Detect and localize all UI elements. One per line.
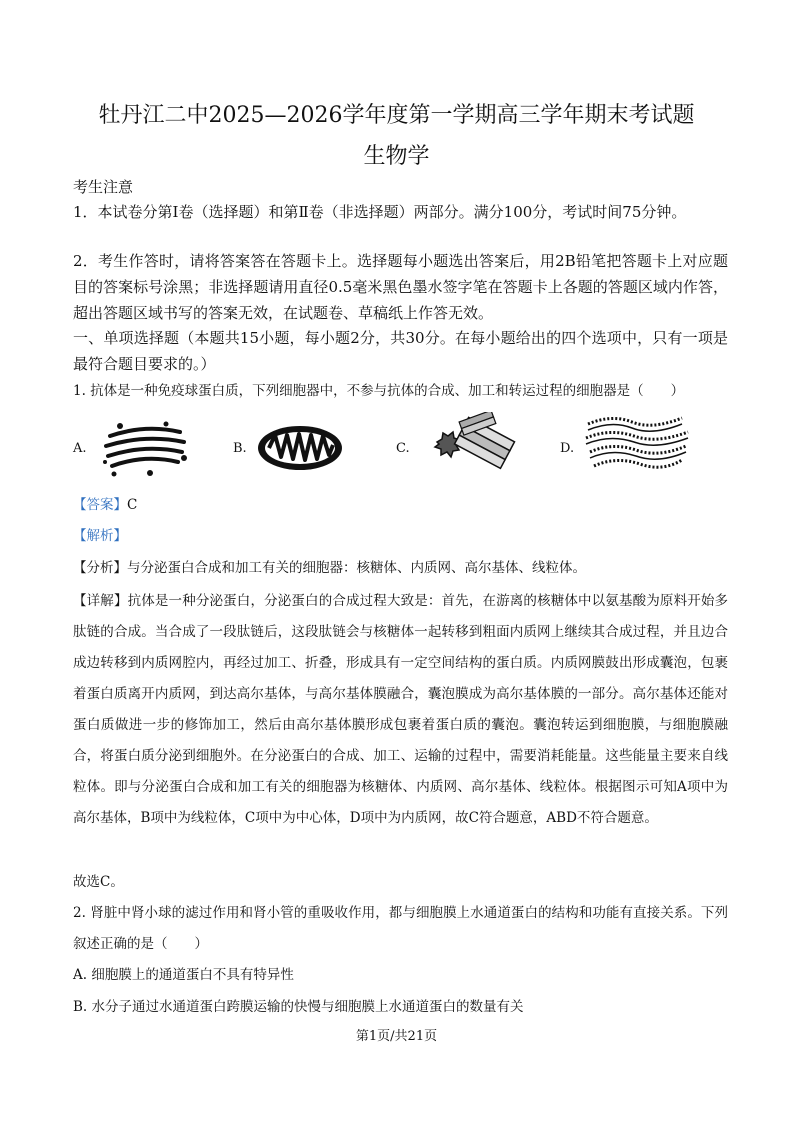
answer-value: C	[127, 497, 138, 513]
question-1-stem: 1. 抗体是一种免疫球蛋白质，下列细胞器中，不参与抗体的合成、加工和转运过程的细胞器是（ ）	[73, 383, 685, 399]
option-b-label: B.	[233, 441, 247, 456]
q1-conclusion: 故选C。	[73, 874, 124, 890]
fenxi-text: 与分泌蛋白合成和加工有关的细胞器：核糖体、内质网、高尔基体、线粒体。	[127, 560, 586, 576]
option-a-label: A.	[73, 441, 87, 456]
option-c-label: C.	[396, 441, 410, 456]
notice-heading: 考生注意	[73, 178, 134, 196]
endoplasmic-reticulum-icon	[582, 410, 694, 476]
analysis-label: 【解析】	[73, 528, 127, 544]
question-2-option-a: A. 细胞膜上的通道蛋白不具有特异性	[73, 967, 294, 983]
answer-row	[73, 490, 728, 521]
fenxi-paragraph	[73, 553, 728, 584]
xiangjie-paragraph	[73, 586, 728, 834]
subject-title: 生物学	[363, 144, 430, 169]
mitochondrion-icon	[255, 423, 345, 473]
page-number: 第1页/共21页	[355, 1029, 438, 1044]
xiangjie-label: 【详解】	[73, 593, 128, 609]
option-d-label: D.	[560, 441, 575, 456]
golgi-apparatus-icon	[100, 418, 190, 480]
xiangjie-text: 抗体是一种分泌蛋白，分泌蛋白的合成过程大致是：首先，在游离的核糖体中以氨基酸为原料开始多肽链的合成。当合成了一段肽链后，这段肽链会与核糖体一起转移到粗面内质网上继续其合成过程，并且边合成边转移到内质网腔内，再经过加工、折叠，形成具有一定空间结构的蛋白质。内质网膜鼓出形成囊泡，包裹着蛋白质离开内质网，到达高尔基体，与高尔基体膜融合，囊泡膜成为高尔基体膜的一部分。高尔基体还能对蛋白质做进一步的修饰加工，然后由高尔基体膜形成包裹着蛋白质的囊泡。囊泡转运到细胞膜，与细胞膜融合，将蛋白质分泌到细胞外。在分泌蛋白的合成、加工、运输的过程中，需要消耗能量。这些能量主要来自线粒体。即与分泌蛋白合成和加工有关的细胞器为核糖体、内质网、高尔基体、线粒体。根据图示可知A项中为高尔基体，B项中为线粒体，C项中为中心体，D项中为内质网，故C符合题意，ABD不符合题意。	[73, 593, 729, 826]
centrosome-icon	[423, 412, 518, 474]
notice-item-2: 2．考生作答时，请将答案答在答题卡上。选择题每小题选出答案后，用2B铅笔把答题卡上对应题目的答案标号涂黑；非选择题请用直径0.5毫米黑色墨水签字笔在答题卡上各题的答题区域内作答，超出答题区域书写的答案无效，在试题卷、草稿纸上作答无效。	[73, 252, 728, 322]
question-2-option-b: B. 水分子通过水通道蛋白跨膜运输的快慢与细胞膜上水通道蛋白的数量有关	[73, 999, 524, 1015]
notice-item-1: 1．本试卷分第Ⅰ卷（选择题）和第Ⅱ卷（非选择题）两部分。满分100分，考试时间75分钟。	[73, 203, 687, 221]
section-heading: 一、单项选择题（本题共15小题，每小题2分，共30分。在每小题给出的四个选项中，只有一项是最符合题目要求的。）	[73, 329, 728, 373]
fenxi-label: 【分析】	[73, 560, 127, 576]
question-2-stem: 2. 肾脏中肾小球的滤过作用和肾小管的重吸收作用，都与细胞膜上水通道蛋白的结构和功能有直接关系。下列叙述正确的是（ ）	[73, 905, 728, 952]
page-title: 牡丹江二中2025—2026学年度第一学期高三学年期末考试题	[98, 103, 695, 128]
answer-label: 【答案】	[73, 497, 127, 513]
